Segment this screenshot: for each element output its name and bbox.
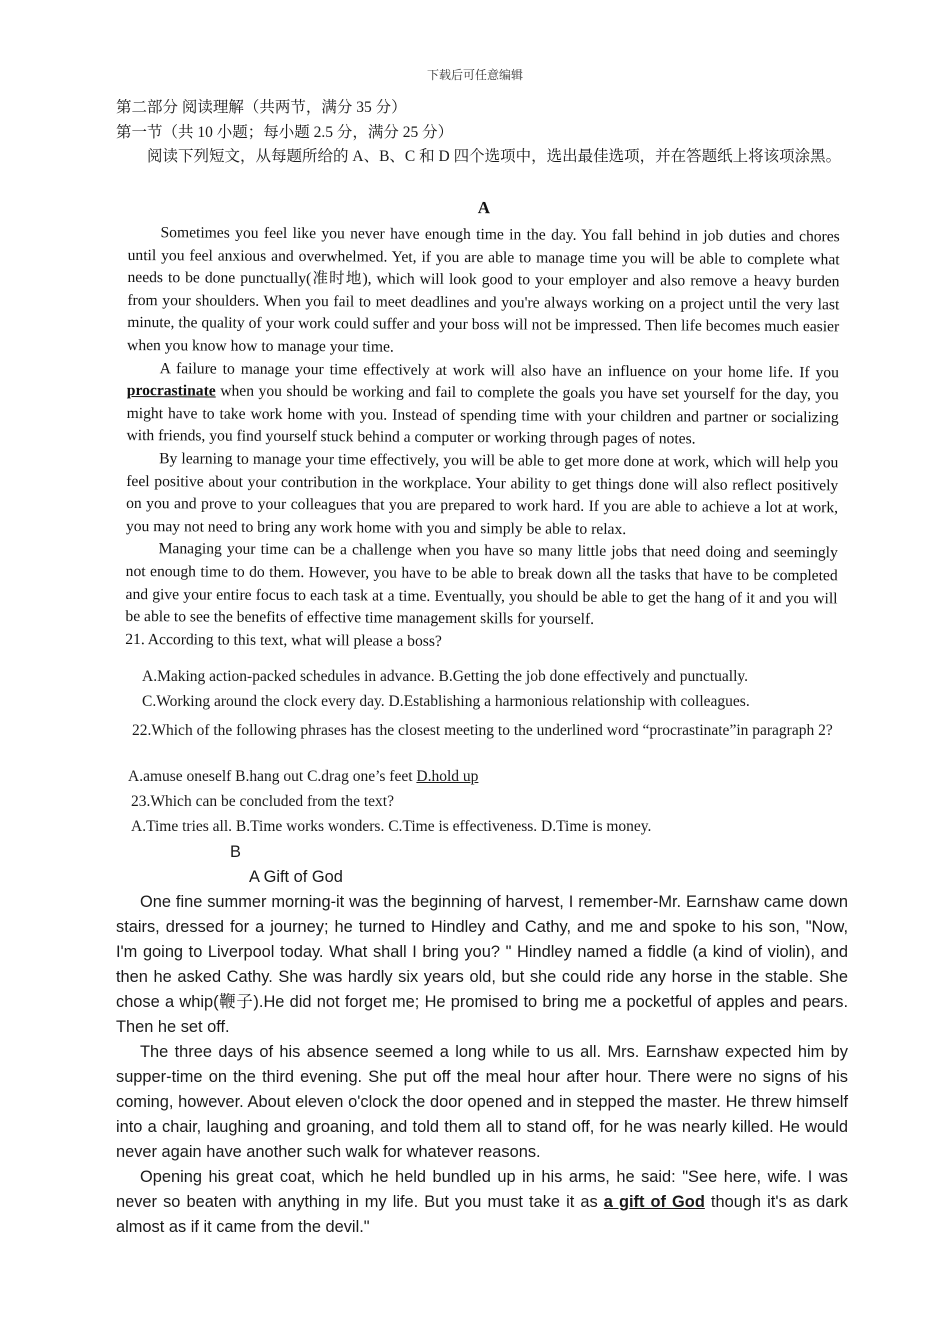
passage-b-paragraph-1: One fine summer morning-it was the beginning of harvest, I remember-Mr. Earnshaw came down stairs, dressed for a journey; he turned to Hindley and Cathy, and me and spoke to his son, "Now, I'm going to Liverpool today. What shall I bring you? " Hindley named a fiddle (a kind of violin), and then he asked Cathy. She was hardly six years old, but she could ride any horse in the stable. She chose a whip(鞭子).He did not forget me; He promised to bring me a pocketful of apples and pears. Then he set off. <box>116 893 848 1036</box>
question-22-options <box>128 768 478 786</box>
paragraph-2-start: A failure to manage your time effectively at work will also have an influence on your home life. If you <box>159 359 839 381</box>
passage-a-paragraph-1: Sometimes you feel like you never have enough time in the day. You fall behind in job duties and chores until you feel anxious and overwhelmed. Yet, if you are able to manage time you will be able to complete what needs to be done punctually(准时地), which will look good to your employer and also remove a heavy burden from your shoulders. When you fail to meet deadlines and you're always working on a project until the very last minute, the quality of your work could suffer and your boss will not be impressed. Then life becomes much easier when you know how to manage your time. <box>127 224 840 356</box>
question-22-options-abc: A.amuse oneself B.hang out C.drag one’s feet <box>128 768 417 785</box>
question-22-option-d: D.hold up <box>416 768 479 785</box>
passage-a-label: A <box>477 198 491 218</box>
passage-b-label: B <box>230 843 241 861</box>
paragraph-3-start: Opening his great coat, which he held bundled up in his arms, he said: "See here, wife. I was never so beaten with anything in my life. But you must take it as <box>116 1168 848 1211</box>
part-title: 第二部分 阅读理解（共两节，满分 35 分） <box>116 99 407 116</box>
question-23-options: A.Time tries all. B.Time works wonders. C.Time is effectiveness. D.Time is money. <box>131 818 652 835</box>
paragraph-2-rest: when you should be working and fail to complete the goals you have set yourself for the day, you might have to take work home with you. Instead of spending time with your children and partner or socializing with friends, you find yourself stuck behind a computer or working through pages of notes. <box>126 382 839 448</box>
question-22: 22.Which of the following phrases has the closest meeting to the underlined word “procrastinate”in paragraph 2? <box>132 722 833 739</box>
question-21: 21. According to this text, what will please a boss? <box>125 630 442 650</box>
section-subtitle: 第一节（共 10 小题；每小题 2.5 分，满分 25 分） <box>116 124 454 141</box>
passage-a-paragraph-2 <box>126 358 839 453</box>
question-21-options-ab: A.Making action-packed schedules in advance. B.Getting the job done effectively and punctually. <box>142 668 749 685</box>
question-21-options-cd: C.Working around the clock every day. D.Establishing a harmonious relationship with colleagues. <box>142 693 750 710</box>
passage-a <box>125 196 840 656</box>
underlined-phrase-gift-of-god: a gift of God <box>603 1193 705 1211</box>
paragraph-3-rest: though it's as dark almost as if it came from the devil." <box>116 1193 848 1236</box>
underlined-word-procrastinate: procrastinate <box>126 382 216 400</box>
passage-b-paragraph-2: The three days of his absence seemed a long while to us all. Mrs. Earnshaw expected him by supper-time on the third evening. She put off the meal hour after hour. There were no signs of his coming, however. About eleven o'clock the door opened and in stepped the master. He threw himself into a chair, laughing and groaning, and told them all to stand off, for he was nearly killed. He would never again have another such walk for whatever reasons. <box>116 1043 848 1161</box>
passage-b <box>116 890 848 1240</box>
passage-a-paragraph-3: By learning to manage your time effectively, you will be able to get more done at work, which will help you feel positive about your contribution in the workplace. Your ability to get things done will also reflect positively on you and prove to your colleagues that you are prepared to work hard. If you are able to achieve a lot at work, you may not need to bring any work home with you and simply be able to relax. <box>125 450 839 538</box>
header-note: 下载后可任意编辑 <box>426 68 523 82</box>
passage-b-title: A Gift of God <box>249 868 343 886</box>
passage-b-paragraph-3 <box>116 1165 848 1240</box>
question-23: 23.Which can be concluded from the text? <box>131 793 394 810</box>
passage-a-paragraph-4: Managing your time can be a challenge when you have so many little jobs that need doing and seemingly not enough time to do them. However, you have to be able to break down all the tasks that have to be completed and give your entire focus to each task at a time. Eventually, you should be able to get the hang of it and you will be able to see the benefits of effective time management skills for yourself. <box>125 540 838 628</box>
instructions: 阅读下列短文，从每题所给的 A、B、C 和 D 四个选项中，选出最佳选项，并在答题纸上将该项涂黑。 <box>147 148 842 165</box>
